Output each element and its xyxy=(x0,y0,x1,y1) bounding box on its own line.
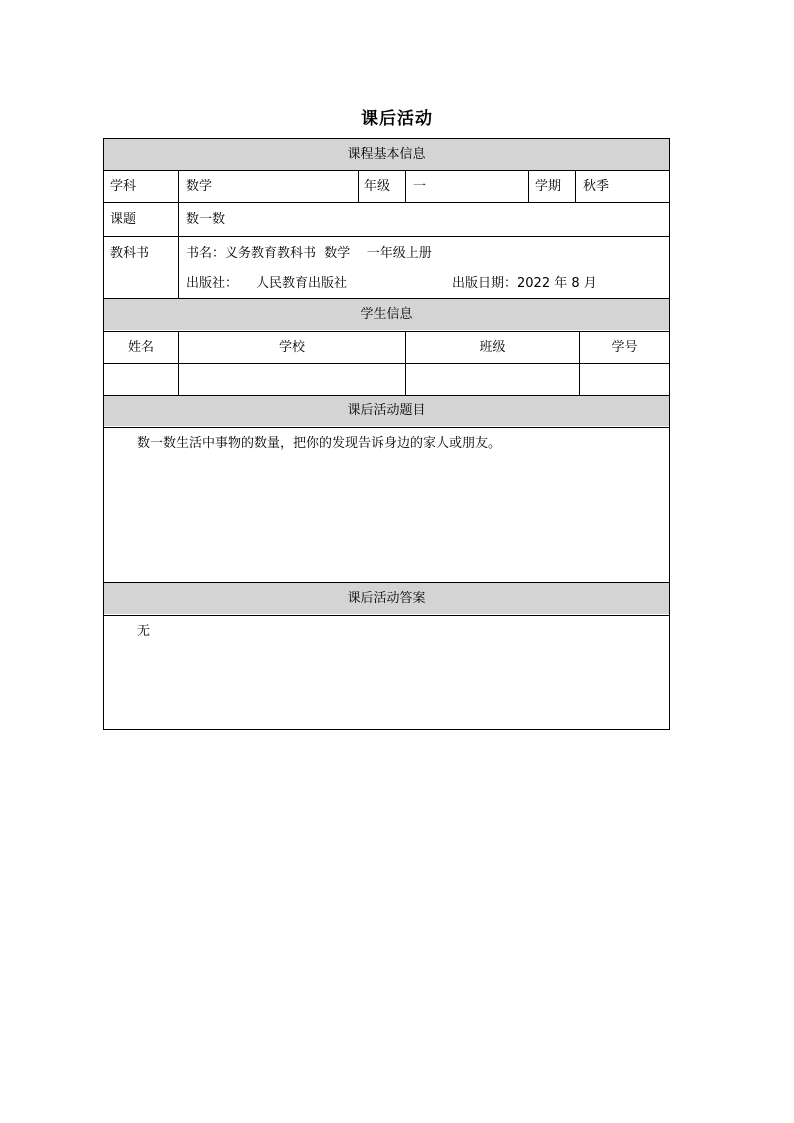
row-divider xyxy=(104,236,669,237)
grade-label: 年级 xyxy=(364,179,391,194)
publish-date: 出版日期：2022 年 8 月 xyxy=(452,276,597,291)
column-divider xyxy=(178,170,179,298)
student-id-field[interactable] xyxy=(580,364,669,395)
grade-value: 一 xyxy=(413,179,427,194)
publisher-label: 出版社： xyxy=(186,276,239,291)
row-divider xyxy=(104,615,669,616)
section-title-activity-topic: 课后活动题目 xyxy=(347,403,426,418)
column-divider xyxy=(528,170,529,202)
row-divider xyxy=(104,202,669,203)
student-school-field[interactable] xyxy=(179,364,405,395)
activity-answer-text: 无 xyxy=(137,624,151,639)
student-header-id: 学号 xyxy=(611,340,638,355)
subject-value: 数学 xyxy=(186,179,213,194)
page-title: 课后活动 xyxy=(361,109,433,129)
row-divider xyxy=(104,427,669,428)
student-header-school: 学校 xyxy=(278,340,305,355)
row-divider xyxy=(104,298,669,299)
term-label: 学期 xyxy=(535,179,562,194)
row-divider xyxy=(104,395,669,396)
publisher-value: 人民教育出版社 xyxy=(256,276,348,291)
section-title-basic-info: 课程基本信息 xyxy=(347,147,426,162)
activity-form-table xyxy=(103,138,670,730)
textbook-name: 书名：义务教育教科书 数学 一年级上册 xyxy=(186,246,432,261)
column-divider xyxy=(405,170,406,202)
row-divider xyxy=(104,331,669,332)
lesson-value: 数一数 xyxy=(186,212,226,227)
textbook-label: 教科书 xyxy=(110,246,150,261)
column-divider xyxy=(358,170,359,202)
student-name-field[interactable] xyxy=(104,364,178,395)
row-divider xyxy=(104,582,669,583)
lesson-label: 课题 xyxy=(110,212,137,227)
student-header-class: 班级 xyxy=(479,340,506,355)
term-value: 秋季 xyxy=(583,179,610,194)
column-divider xyxy=(575,170,576,202)
student-header-name: 姓名 xyxy=(127,340,154,355)
subject-label: 学科 xyxy=(110,179,137,194)
section-title-activity-answer: 课后活动答案 xyxy=(347,591,426,606)
activity-topic-text: 数一数生活中事物的数量，把你的发现告诉身边的家人或朋友。 xyxy=(137,436,502,451)
student-class-field[interactable] xyxy=(406,364,579,395)
row-divider xyxy=(104,170,669,171)
section-title-student-info: 学生信息 xyxy=(360,307,413,322)
